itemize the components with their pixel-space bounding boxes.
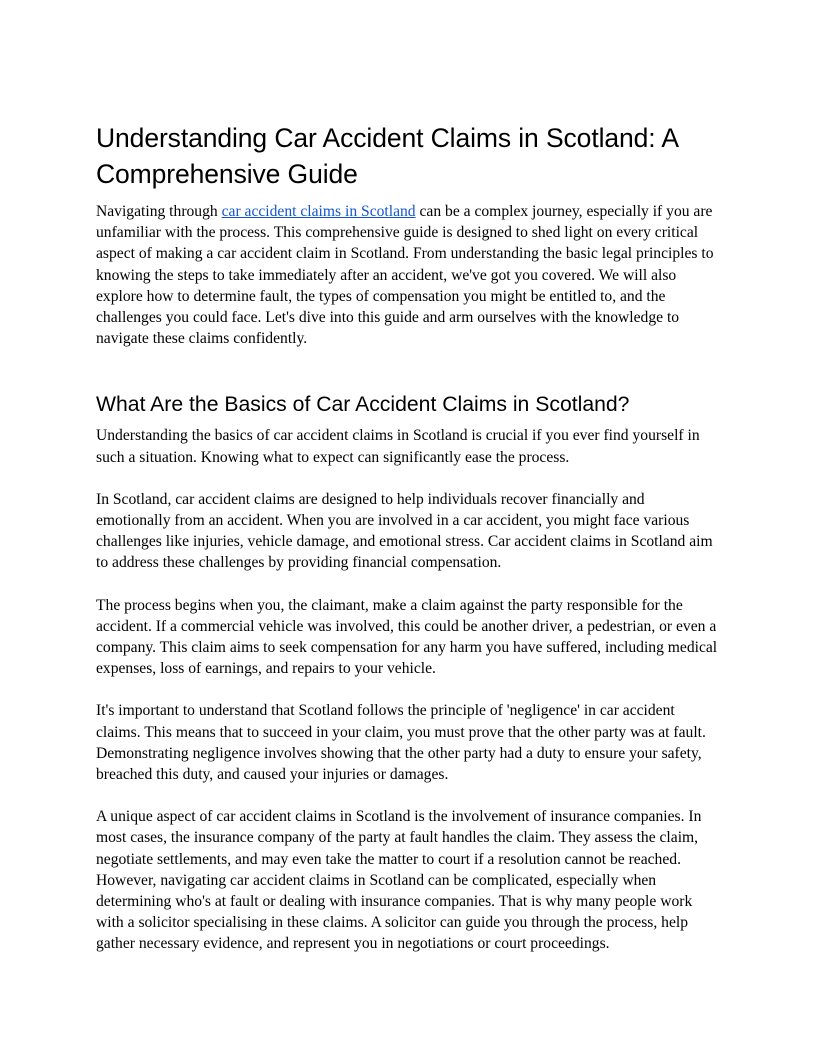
section-heading: What Are the Basics of Car Accident Claims in Scotland? <box>96 393 630 417</box>
section-paragraph-5: A unique aspect of car accident claims in Scotland is the involvement of insurance companies. In most cases, the insurance company of the party at fault handles the claim. They assess the claim, negotiate settlements, and may even take the matter to court if a resolution cannot be reached. However, navigating car accident claims in Scotland can be complicated, especially when determining who's at fault or dealing with insurance companies. That is why many people work with a solicitor specialising in these claims. A solicitor can guide you through the process, help gather necessary evidence, and represent you in negotiations or court proceedings. <box>96 808 702 953</box>
document-title: Understanding Car Accident Claims in Scotland: A Comprehensive Guide <box>96 123 678 189</box>
section-paragraph-2: In Scotland, car accident claims are designed to help individuals recover financially and emotionally from an accident. When you are involved in a car accident, you might face various challenges like injuries, vehicle damage, and emotional stress. Car accident claims in Scotland aim to address these challenges by providing financial compensation. <box>96 490 713 572</box>
section-paragraph-4: It's important to understand that Scotland follows the principle of 'negligence' in car accident claims. This means that to succeed in your claim, you must prove that the other party was at fault. Demonstrating negligence involves showing that the other party had a duty to ensure your safety, breached this duty, and caused your injuries or damages. <box>96 702 706 784</box>
car-accident-claims-link[interactable]: car accident claims in Scotland <box>221 203 416 220</box>
intro-text-before-link: Navigating through <box>96 203 222 220</box>
section-paragraph-1: Understanding the basics of car accident claims in Scotland is crucial if you ever find yourself in such a situation. Knowing what to expect can significantly ease the process. <box>96 427 700 466</box>
document-page <box>96 120 720 955</box>
intro-text-after-link: can be a complex journey, especially if you are unfamiliar with the process. This comprehensive guide is designed to shed light on every critical aspect of making a car accident claim in Scotland. From understanding the basic legal principles to knowing the steps to take immediately after an accident, we've got you covered. We will also explore how to determine fault, the types of compensation you might be entitled to, and the challenges you could face. Let's dive into this guide and arm ourselves with the knowledge to navigate these claims confidently. <box>96 203 714 348</box>
intro-paragraph <box>96 201 720 349</box>
section-paragraph-3: The process begins when you, the claimant, make a claim against the party responsible for the accident. If a commercial vehicle was involved, this could be another driver, a pedestrian, or even a company. This claim aims to seek compensation for any harm you have suffered, including medical expenses, loss of earnings, and repairs to your vehicle. <box>96 596 718 678</box>
